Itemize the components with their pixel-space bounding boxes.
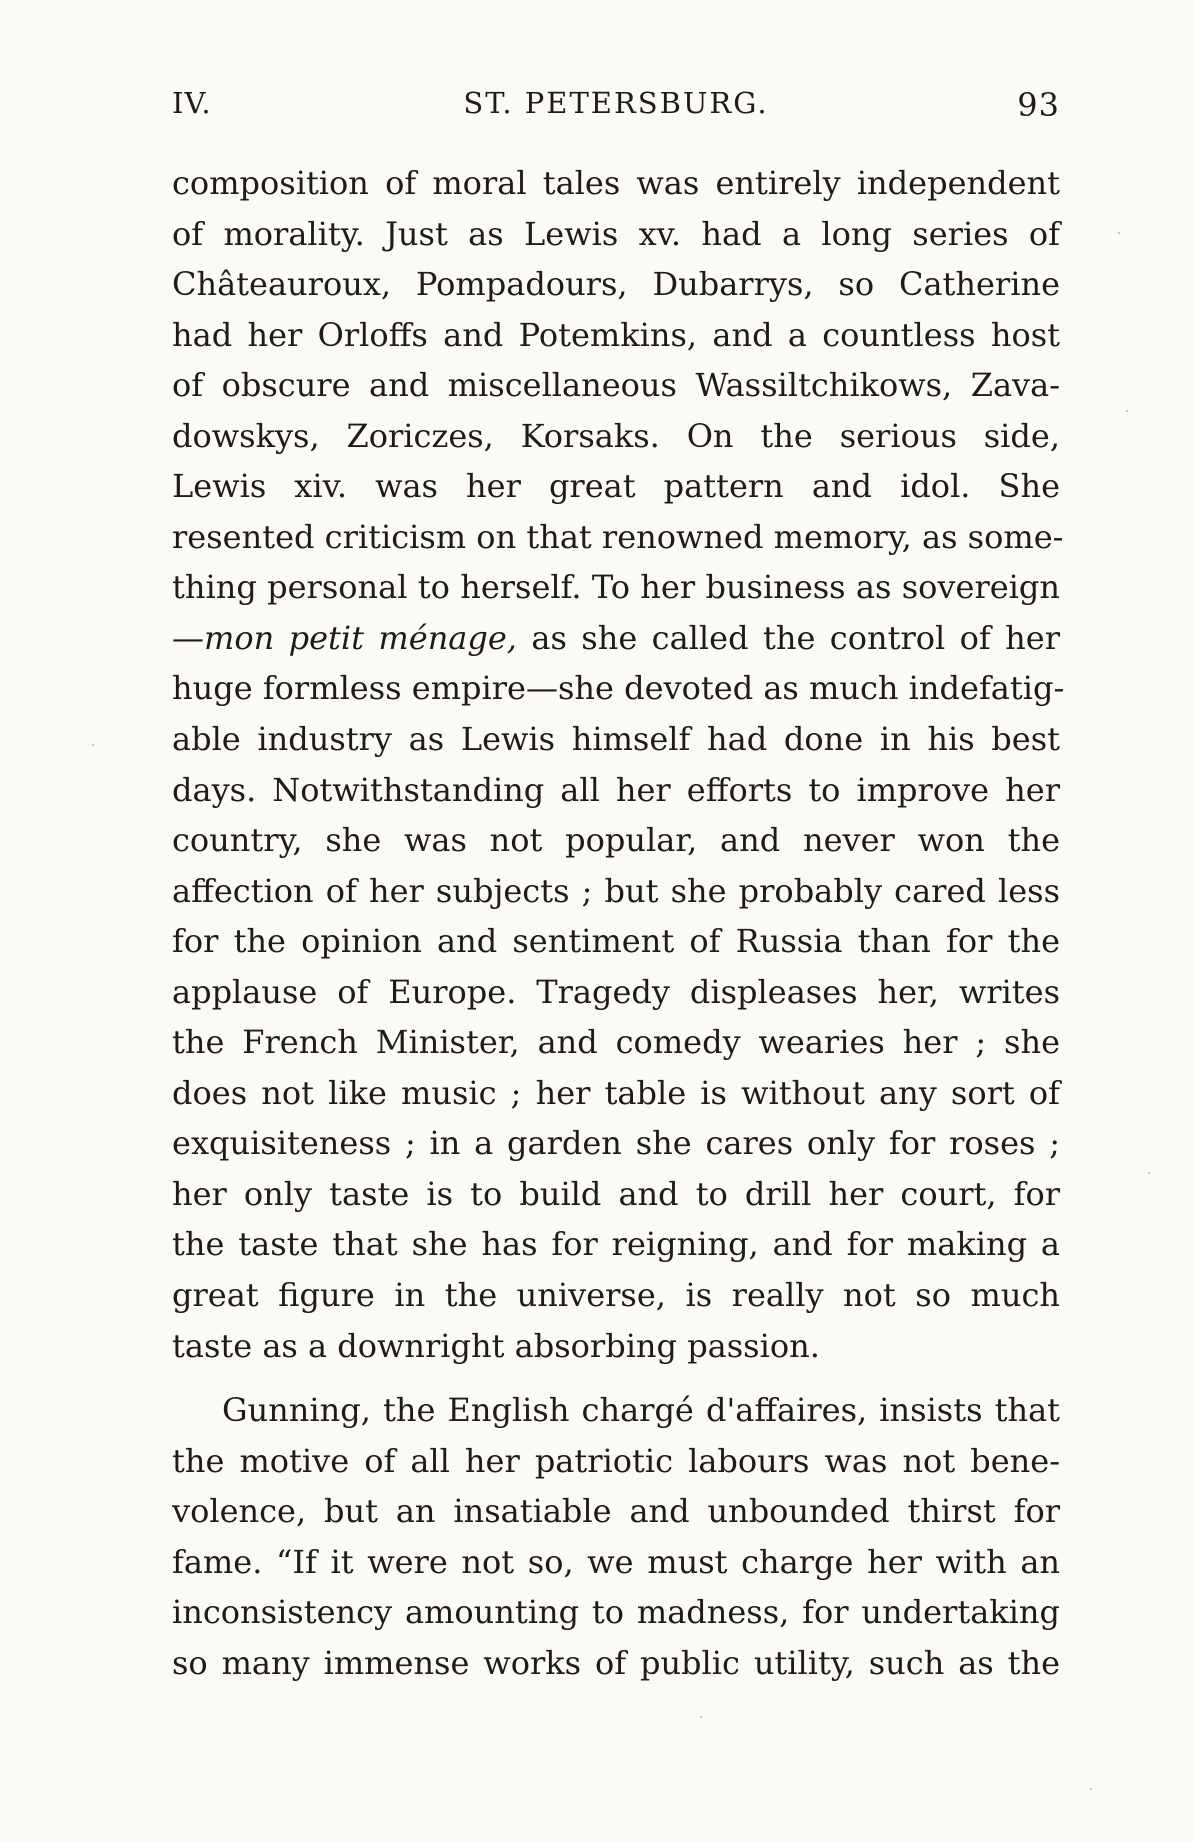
text-line: the motive of all her patriotic labours was not bene- [172,1441,1060,1480]
body-text [172,158,1065,1688]
scan-speck [1090,1788,1092,1790]
text-line: exquisiteness ; in a garden she cares only for roses ; [172,1124,1060,1163]
scan-speck [1126,410,1128,412]
text-line: taste as a downright absorbing passion. [172,1326,820,1365]
text-line: of obscure and miscellaneous Wassiltchikows, Zava- [172,366,1060,405]
text-line: inconsistency amounting to madness, for undertaking [172,1593,1060,1632]
text-line: dowskys, Zoriczes, Korsaks. On the serious side, [172,416,1060,455]
text-line: able industry as Lewis himself had done in his best [172,720,1060,759]
text-line: the French Minister, and comedy wearies her ; she [172,1023,1060,1062]
scan-speck [1118,232,1120,234]
running-head [172,86,1060,126]
line-rest: as she called the control of her [516,618,1061,657]
text-line: fame. “If it were not so, we must charge her with an [172,1542,1060,1581]
text-line-with-italic [172,613,1060,664]
text-line: country, she was not popular, and never won the [172,821,1060,860]
text-line: volence, but an insatiable and unbounded thirst for [172,1492,1060,1531]
text-line: applause of Europe. Tragedy displeases her, writes [172,972,1060,1011]
text-line: composition of moral tales was entirely independent [172,164,1060,202]
text-line: Gunning, the English chargé d'affaires, insists that [222,1391,1060,1430]
text-line: so many immense works of public utility, such as the [172,1643,1060,1682]
text-line: the taste that she has for reigning, and for making a [172,1225,1060,1264]
dash: — [172,618,204,657]
running-title: ST. PETERSBURG. [463,86,769,120]
chapter-number: IV. [172,86,212,120]
text-line: her only taste is to build and to drill her court, for [172,1174,1060,1213]
text-line: days. Notwithstanding all her efforts to improve her [172,770,1060,809]
text-line: for the opinion and sentiment of Russia than for the [172,922,1060,961]
paragraph-1 [172,158,1065,1371]
text-line: Châteauroux, Pompadours, Dubarrys, so Catherine [172,265,1060,304]
text-line: resented criticism on that renowned memory, as some- [172,517,1064,556]
text-line: huge formless empire—she devoted as much indefatig- [172,669,1065,708]
scan-speck [1148,1172,1150,1174]
text-line: affection of her subjects ; but she probably cared less [172,871,1060,910]
text-line: thing personal to herself. To her business as sovereign [172,568,1060,607]
text-line: Lewis xiv. was her great pattern and idol. She [172,467,1060,506]
text-line: had her Orloffs and Potemkins, and a countless host [172,315,1060,354]
paragraph-gap [172,1371,1060,1385]
italic-phrase: mon petit ménage, [204,618,517,657]
scan-speck [92,744,94,746]
page-number: 93 [1017,86,1060,124]
scan-speck [700,1716,702,1718]
paragraph-2 [172,1385,1060,1688]
text-line: great figure in the universe, is really not so much [172,1276,1060,1315]
text-line: of morality. Just as Lewis xv. had a long series of [172,214,1060,253]
text-line: does not like music ; her table is without any sort of [172,1073,1060,1112]
